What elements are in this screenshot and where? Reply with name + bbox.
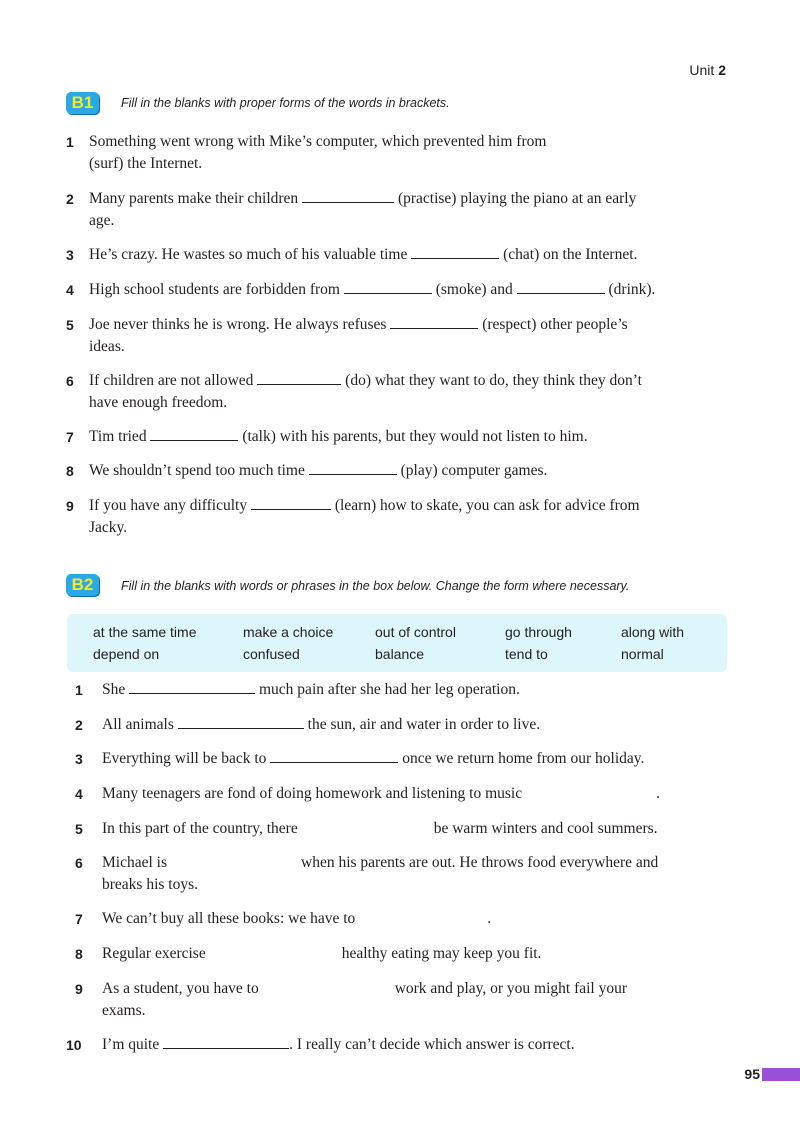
b1-item-3: [66, 244, 746, 266]
b2-item-8: [66, 943, 736, 965]
b1-instruction: Fill in the blanks with proper forms of the words in brackets.: [121, 96, 450, 110]
word-box: [67, 614, 727, 672]
item-text: All animals: [102, 716, 174, 733]
item-text: much pain after she had her leg operation.: [259, 681, 520, 698]
item-number: 4: [75, 786, 83, 802]
item-text: once we return home from our holiday.: [402, 750, 645, 767]
item-text: Tim tried: [89, 428, 147, 445]
word-box-item: confused: [243, 646, 300, 662]
item-text: I’m quite: [102, 1036, 160, 1053]
item-text: have enough freedom.: [89, 394, 228, 411]
item-text: Many teenagers are fond of doing homework and listening to music: [102, 785, 523, 802]
item-text: (respect) other people’s: [482, 316, 628, 333]
item-text: .: [487, 910, 492, 927]
answer-blank[interactable]: [517, 279, 605, 294]
b2-item-7: [66, 908, 736, 930]
item-number: 8: [75, 946, 83, 962]
word-box-item: balance: [375, 646, 425, 662]
answer-blank[interactable]: [302, 188, 394, 203]
answer-blank[interactable]: [257, 370, 341, 385]
item-text: exams.: [102, 1002, 146, 1019]
item-text: (play) computer games.: [400, 462, 548, 479]
item-number: 3: [66, 247, 74, 263]
item-number: 7: [66, 429, 74, 445]
item-number: 3: [75, 751, 83, 767]
item-text: Joe never thinks he is wrong. He always refuses: [89, 316, 387, 333]
item-number: 6: [75, 855, 83, 871]
item-text: We can’t buy all these books: we have to: [102, 910, 356, 927]
b2-instruction: Fill in the blanks with words or phrases in the box below. Change the form where necessary.: [121, 579, 630, 593]
word-box-item: out of control: [375, 624, 456, 640]
item-number: 4: [66, 282, 74, 298]
item-text: .: [656, 785, 660, 802]
item-text: (learn) how to skate, you can ask for advice from: [334, 497, 640, 514]
item-text: Everything will be back to: [102, 750, 267, 767]
item-text: healthy eating may keep you fit.: [341, 945, 542, 962]
word-box-item: tend to: [505, 646, 548, 662]
item-text: Something went wrong with Mike’s computer, which prevented him from: [89, 133, 547, 150]
b1-item-2: [66, 188, 746, 232]
page-tab-bar: [762, 1068, 800, 1081]
item-number: 1: [75, 682, 83, 698]
item-text: when his parents are out. He throws food everywhere and: [301, 854, 659, 871]
item-text: the sun, air and water in order to live.: [307, 716, 541, 733]
b1-item-1: [66, 131, 746, 175]
item-text: age.: [89, 212, 115, 229]
b2-item-5: [66, 818, 736, 840]
item-text: Jacky.: [89, 519, 128, 536]
word-box-item: along with: [621, 624, 685, 640]
item-number: 2: [66, 191, 74, 207]
b2-item-9: [66, 978, 736, 1022]
b2-item-2: [66, 714, 736, 736]
unit-number: 2: [718, 62, 726, 78]
item-text: (do) what they want to do, they think they don’t: [345, 372, 642, 389]
item-number: 6: [66, 373, 74, 389]
b2-item-6: [66, 852, 736, 896]
answer-blank[interactable]: [163, 1034, 289, 1049]
item-text: Many parents make their children: [89, 190, 299, 207]
item-text: In this part of the country, there: [102, 820, 298, 837]
word-box-item: go through: [505, 624, 572, 640]
item-text: If you have any difficulty: [89, 497, 248, 514]
answer-blank[interactable]: [411, 244, 499, 259]
b2-item-10: [66, 1034, 736, 1056]
item-text: Regular exercise: [102, 945, 206, 962]
item-text: She: [102, 681, 126, 698]
item-text: High school students are forbidden from: [89, 281, 340, 298]
item-number: 5: [75, 821, 83, 837]
b1-item-5: [66, 314, 746, 358]
answer-blank[interactable]: [251, 495, 331, 510]
b2-item-4: [66, 783, 736, 805]
item-text: be warm winters and cool summers.: [433, 820, 658, 837]
answer-blank[interactable]: [178, 714, 304, 729]
b1-item-6: [66, 370, 746, 414]
answer-blank[interactable]: [344, 279, 432, 294]
word-box-item: at the same time: [93, 624, 197, 640]
b1-item-7: [66, 426, 746, 448]
b2-item-1: [66, 679, 736, 701]
unit-label: [689, 62, 726, 78]
item-text: (practise) playing the piano at an early: [397, 190, 637, 207]
item-text: We shouldn’t spend too much time: [89, 462, 305, 479]
section-badge-b2: B2: [66, 574, 99, 596]
item-text: (chat) on the Internet.: [503, 246, 638, 263]
answer-blank[interactable]: [309, 460, 397, 475]
item-text: (surf) the Internet.: [89, 155, 203, 172]
b2-item-3: [66, 748, 736, 770]
item-text: (talk) with his parents, but they would not listen to him.: [242, 428, 588, 445]
answer-blank[interactable]: [390, 314, 478, 329]
item-number: 10: [66, 1037, 82, 1053]
answer-blank[interactable]: [129, 679, 255, 694]
b1-item-9: [66, 495, 746, 539]
item-number: 7: [75, 911, 83, 927]
item-text: (drink).: [608, 281, 656, 298]
item-text: work and play, or you might fail your: [394, 980, 628, 997]
section-badge-b1: B1: [66, 92, 99, 114]
item-number: 9: [75, 981, 83, 997]
word-box-item: make a choice: [243, 624, 334, 640]
item-number: 8: [66, 463, 74, 479]
word-box-item: normal: [621, 646, 664, 662]
page-number: 95: [744, 1066, 760, 1082]
answer-blank[interactable]: [150, 426, 238, 441]
item-text: Michael is: [102, 854, 167, 871]
item-text: breaks his toys.: [102, 876, 199, 893]
item-text: . I really can’t decide which answer is correct.: [289, 1036, 575, 1053]
item-text: He’s crazy. He wastes so much of his valuable time: [89, 246, 408, 263]
unit-prefix: Unit: [689, 62, 715, 78]
item-number: 5: [66, 317, 74, 333]
item-text: As a student, you have to: [102, 980, 259, 997]
item-text: ideas.: [89, 338, 125, 355]
item-number: 9: [66, 498, 74, 514]
item-text: If children are not allowed: [89, 372, 254, 389]
item-number: 1: [66, 134, 74, 150]
item-number: 2: [75, 717, 83, 733]
b1-item-8: [66, 460, 746, 482]
word-box-item: depend on: [93, 646, 160, 662]
item-text: (smoke) and: [435, 281, 513, 298]
answer-blank[interactable]: [270, 748, 398, 763]
b1-item-4: [66, 279, 746, 301]
